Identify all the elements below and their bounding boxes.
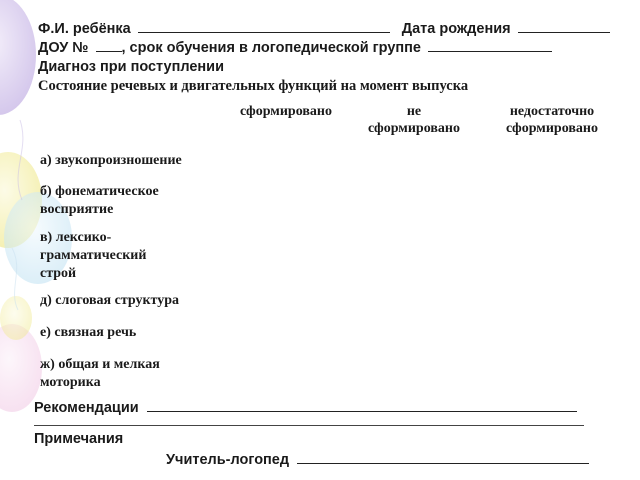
recommendations-extra-line[interactable] — [34, 425, 584, 426]
col-header-formed: сформировано — [240, 104, 332, 119]
study-period-field[interactable] — [428, 39, 552, 52]
teacher-line — [166, 451, 589, 468]
row-sound-pronunciation: а) звукопроизношение — [40, 153, 182, 168]
dou-number-field[interactable] — [96, 39, 122, 52]
teacher-label: Учитель-логопед — [166, 452, 290, 468]
state-heading: Состояние речевых и двигательных функций на момент выпуска — [38, 78, 469, 94]
birth-date-label: Дата рождения — [401, 21, 511, 37]
dou-line — [38, 39, 552, 56]
notes-label: Примечания — [34, 431, 124, 447]
teacher-signature-field[interactable] — [297, 451, 589, 464]
birth-date-field[interactable] — [518, 20, 610, 33]
small-yellow-balloon-icon — [0, 296, 32, 340]
col-header-insufficient: недостаточно сформировано — [506, 104, 598, 136]
child-name-label: Ф.И. ребёнка — [38, 21, 131, 37]
row-phonemic-perception: б) фонематическое восприятие — [40, 184, 159, 217]
purple-balloon-icon — [0, 0, 36, 115]
diagnosis-label: Диагноз при поступлении — [38, 59, 225, 75]
row-motor-skills: ж) общая и мелкая моторика — [40, 357, 160, 390]
row-syllable-structure: д) слоговая структура — [40, 293, 180, 308]
col-header-not-formed: не сформировано — [368, 104, 460, 136]
recommendations-field[interactable] — [147, 399, 577, 412]
row-coherent-speech: е) связная речь — [40, 325, 137, 340]
child-name-field[interactable] — [138, 20, 390, 33]
study-period-label: , срок обучения в логопедической группе — [121, 40, 421, 56]
row-lexical-grammar: в) лексико-грамматический строй — [40, 230, 147, 281]
child-name-line — [38, 20, 610, 37]
recommendations-line — [34, 399, 577, 416]
dou-label: ДОУ № — [38, 40, 89, 56]
recommendations-label: Рекомендации — [34, 400, 139, 416]
